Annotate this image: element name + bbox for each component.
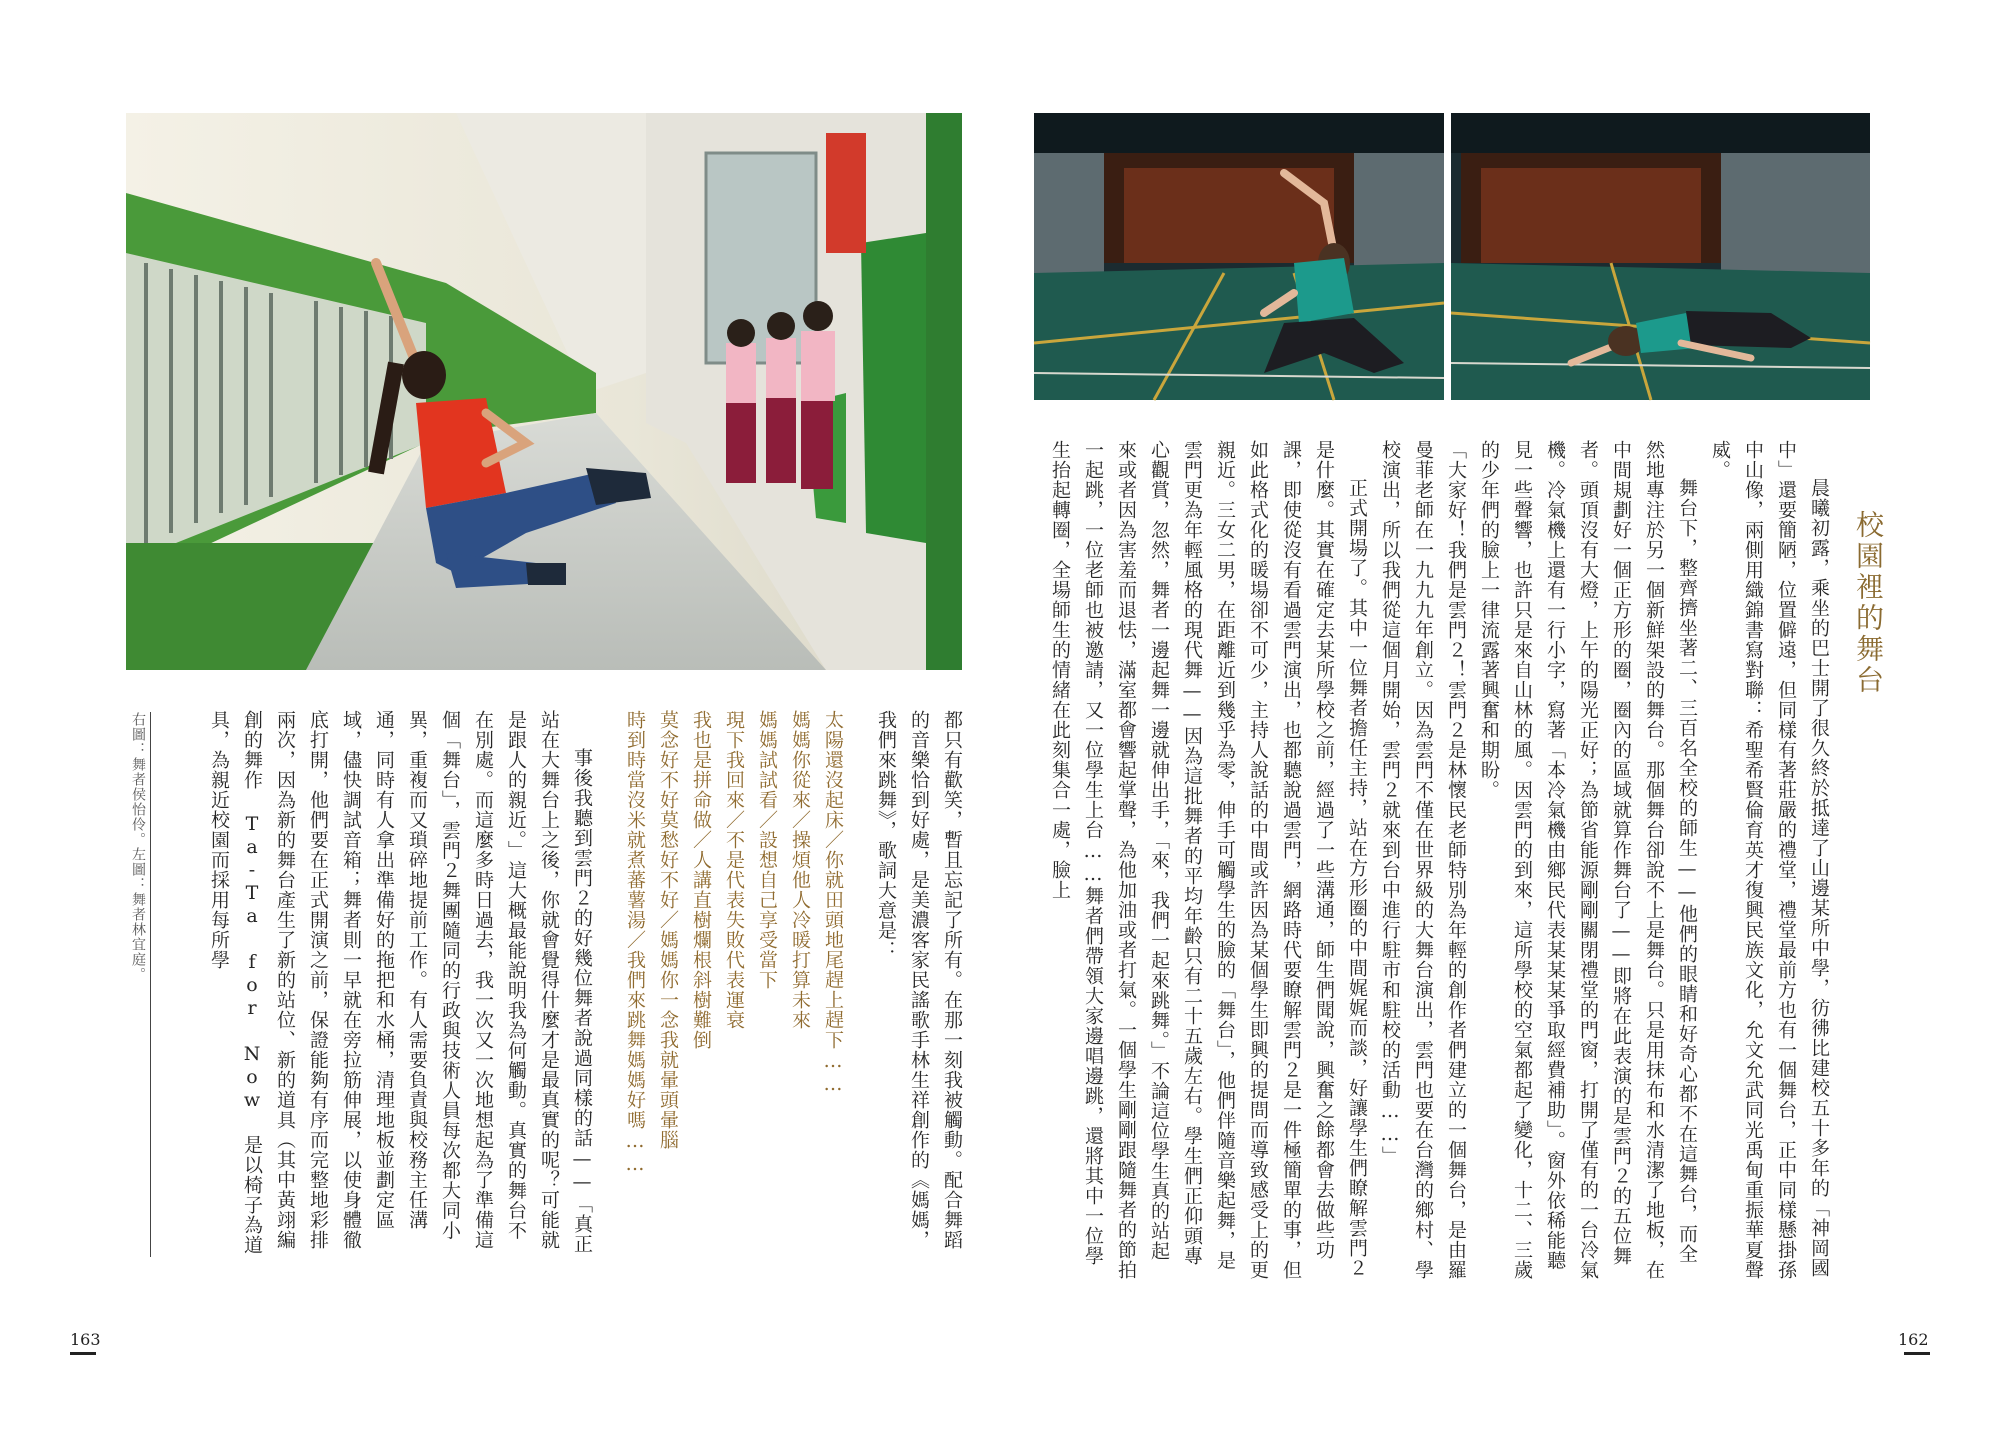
lyric-line: 現下我回來／不是代表失敗代表運衰: [723, 710, 745, 1030]
page-number-left: 163: [70, 1330, 101, 1349]
paragraph: 正式開場了。其中一位舞者擔任主持，站在方形圈的中間娓娓而談，好讓學生們瞭解雲門２是什麼。其實在確定去某所學校之前，經過了一些溝通，師生們聞說，興奮之餘都會去做些功課，即使從沒有看過雲門演出，也都聽說過雲門，網路時代要瞭解雲門２是一件極簡單的事，但如此格式化的暖場卻不可少，主持人說話的中間或許因為某個學生即興的提問而導致感受上的更親近。三女二男，在距離近到幾乎為零，伸手可觸學生的臉的「舞台」，他們伴隨音樂起舞，是雲門更為年輕風格的現代舞——因為這批舞者的平均年齡只有二十五歲左右。學生們正仰頭專心觀賞，忽然，舞者一邊起舞一邊就伸出手，「來，我們一起來跳舞。」不論這位學生真的站起來或者因為害羞而退怯，滿室都會響起掌聲，為他加油或者打氣。一個學生剛剛跟隨舞者的節拍一起跳，一位老師也被邀請，又一位學生上台……舞者們帶領大家邊唱邊跳，還將其中一位學生抬起轉圈，全場師生的情緒在此刻集合一處，臉上: [1049, 440, 1368, 1280]
section-heading: 校園裡的舞台: [1852, 510, 1885, 696]
paragraph-gap: [849, 710, 869, 1255]
left-page-rule: [150, 712, 151, 1257]
photo-caption: 右圖：舞者侯怡伶。左圖：舞者林宜庭。: [130, 712, 146, 982]
lyric-line: 媽媽你從來／操煩他人冷暖打算未來: [789, 710, 811, 1030]
paragraph: 「大家好！我們是雲門２！雲門２是林懷民老師特別為年輕的創作者們建立的一個舞台，是由羅曼菲老師在一九九九年創立。因為雲門不僅在世界級的大舞台演出，雲門也要在台灣的鄉村、學校演出，所以我們從這個月開始，雲門２就來到台中進行駐市和駐校的活動……」: [1379, 440, 1467, 1280]
page-number-right: 162: [1898, 1330, 1929, 1349]
gym-dancer-kneeling-photo: [1034, 113, 1444, 400]
lyric-line: 時到時當沒米就煮蕃薯湯／我們來跳舞媽媽好嗎……: [624, 710, 646, 1176]
paragraph: 事後我聽到雲門２的好幾位舞者說過同樣的話——「真正站在大舞台上之後，你就會覺得什麼才是最真實的呢？可能就是跟人的親近。」這大概最能說明我為何觸動。真實的舞台不在別處。而這麼多時日過去，我一次又一次地想起為了準備這個「舞台」，雲門２舞團隨同的行政與技術人員每次都大同小異，重複而又瑣碎地提前工作。有人需要負責與校務主任溝通，同時有人拿出準備好的拖把和水桶，清理地板並劃定區域，儘快調試音箱；舞者則一早就在旁拉筋伸展，以使身體徹底打開，他們要在正式開演之前，保證能夠有序而完整地彩排兩次，因為新的舞台產生了新的站位、新的道具（其中黃翊編創的舞作 Ta-Ta for Now 是以椅子為道具，為親近校園而採用每所學: [208, 710, 593, 1255]
right-page-text: [1049, 440, 1835, 1280]
paragraph-gap: [598, 710, 618, 1255]
gym-dancer-lying-photo: [1451, 113, 1870, 400]
paragraph: 舞台下，整齊擠坐著二、三百名全校的師生——他們的眼睛和好奇心都不在這舞台，而全然地專注於另一個新鮮架設的舞台。那個舞台卻說不上是舞台。只是用抹布和水清潔了地板，在中間規劃好一個正方形的圈，圈內的區域就算作舞台了——即將在此表演的是雲門２的五位舞者。頭頂沒有大燈，上午的陽光正好；為節省能源剛剛關閉禮堂的門窗，打開了僅有的一台冷氣機。冷氣機上還有一行小字，寫著「本冷氣機由鄉民代表某某某爭取經費補助」。窗外依稀能聽見一些聲響，也許只是來自山林的風。因雲門的到來，這所學校的空氣都起了變化，十二、三歲的少年們的臉上一律流露著興奮和期盼。: [1478, 440, 1698, 1280]
lyric-line: 我也是拼命做／人講直樹爛根斜樹難倒: [690, 710, 712, 1050]
lyric-line: 太陽還沒起床／你就田頭地尾趕上趕下……: [822, 710, 844, 1096]
page-number-left-bar: [70, 1352, 96, 1355]
paragraph: 晨曦初露，乘坐的巴士開了很久終於抵達了山邊某所中學，彷彿比建校五十多年的「神岡國中」還要簡陋，位置僻遠，但同樣有著莊嚴的禮堂，禮堂最前方也有一個舞台，正中同樣懸掛孫中山像，兩側用織錦書寫對聯：希聖希賢倫育英才復興民族文化，允文允武同光禹甸重振華夏聲威。: [1709, 440, 1830, 1280]
corridor-dancer-photo: [126, 113, 962, 670]
page-number-right-bar: [1904, 1352, 1930, 1355]
lyric-line: 媽媽試試看／設想自己享受當下: [756, 710, 778, 990]
left-page-text: [160, 710, 968, 1255]
lyric-line: 莫念好不好莫愁好不好／媽媽你一念我就暈頭暈腦: [657, 710, 679, 1150]
paragraph: 都只有歡笑，暫且忘記了所有。在那一刻我被觸動。配合舞蹈的音樂恰到好處，是美濃客家民謠歌手林生祥創作的《媽媽，我們來跳舞》，歌詞大意是：: [875, 710, 963, 1250]
